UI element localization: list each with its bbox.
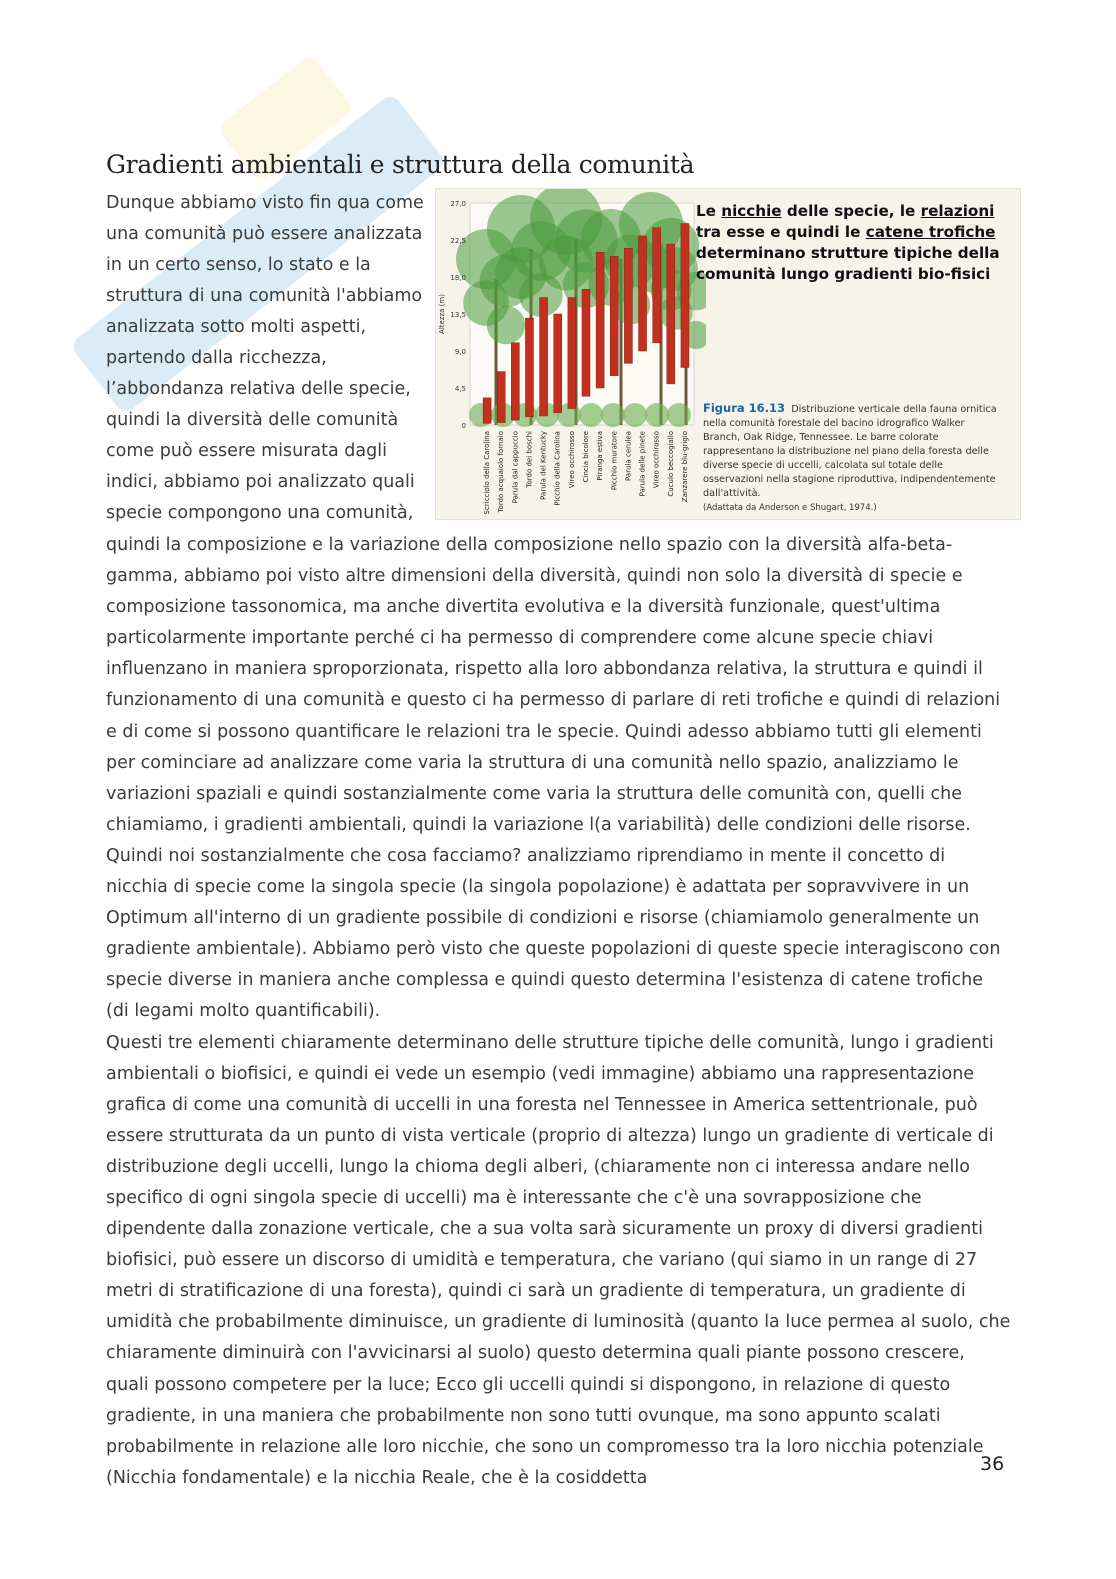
bar-12 xyxy=(639,236,647,351)
x-tick-label: Zanzarere blu-grigio xyxy=(680,431,689,503)
shrub xyxy=(667,403,691,427)
y-tick-label: 4,5 xyxy=(454,385,466,393)
bar-9 xyxy=(596,252,604,388)
intro-line: specie compongono una comunità, xyxy=(106,503,414,523)
figure-number: Figura 16.13 xyxy=(703,401,786,415)
intro-line: l’abbondanza relativa delle specie, xyxy=(106,379,411,399)
paragraph: quindi la composizione e la variazione della composizione nello spazio con la diversità alfa-beta-gamma, abbiamo poi visto altre dimensioni della diversità, quindi non solo la diversità di specie e composizione tassonomica, ma anche divertita evolutiva e la diversità funzionale, quest'ultima particolarmente importante perché ci ha permesso di comprendere come alcune specie chiavi influenzano in maniera sproporzionata, rispetto alla loro abbondanza relativa, la struttura e quindi il funzionamento di una comunità e questo ci ha permesso di parlare di reti trofiche e quindi di relazioni e di come si possono quantificare le relazioni tra le specie. Quindi adesso abbiamo tutti gli elementi per cominciare ad analizzare come varia la struttura di una comunità nello spazio, analizziamo le variazioni spaziali e quindi sostanzialmente come varia la struttura delle comunità con, quelli che chiamiamo, i gradienti ambientali, quindi la variazione l(a variabilità) delle condizioni delle risorse. Quindi noi sostanzialmente che cosa facciamo? analizziamo riprendiamo in mente il concetto di nicchia di specie come la singola specie (la singola popolazione) è adattata per sopravvivere in un Optimum all'interno di un gradiente possibile di condizioni e risorse (chiamiamolo generalmente un gradiente ambientale). Abbiamo però visto che queste popolazioni di queste specie interagiscono con specie diverse in maniera anche complessa e quindi questo determina l'esistenza di catene trofiche (di legami molto quantificabili). xyxy=(106,535,1001,1022)
figure-caption xyxy=(703,401,1003,515)
heading-part: determinano strutture tipiche della comunità lungo gradienti bio-fisici xyxy=(696,244,1000,283)
x-tick-label: Parula cerulea xyxy=(624,431,633,481)
y-tick-label: 13,5 xyxy=(450,311,466,319)
x-tick-label: Picchio della Carolina xyxy=(553,431,562,506)
x-tick-label: Vireo occhirosso xyxy=(652,431,661,489)
figure-16-13 xyxy=(435,188,1021,520)
caption-text: Distribuzione verticale della fauna ornitica nella comunità forestale del bacino idrografico Walker Branch, Oak Ridge, Tennessee. Le barre colorate rappresentano la distribuzione nel piano della foresta delle diverse specie di uccelli, calcolata sul totale delle osservazioni nella stagione riproduttiva, indipendentemente dall'attività. xyxy=(703,404,997,499)
x-tick-label: Picchio muratore xyxy=(610,431,619,491)
bar-10 xyxy=(610,256,618,375)
tree-foliage xyxy=(487,306,525,344)
shrub xyxy=(601,403,625,427)
bird-distribution-chart xyxy=(436,189,706,519)
y-tick-label: 18,0 xyxy=(450,274,466,282)
shrub xyxy=(623,403,647,427)
bar-11 xyxy=(624,248,632,363)
heading-nicchie: nicchie xyxy=(721,202,782,220)
x-tick-label: Tordo dei boschi xyxy=(525,431,534,488)
heading-part: Le xyxy=(696,202,722,220)
x-tick-label: Cuculo beccogiallo xyxy=(666,431,675,497)
y-tick-label: 22,5 xyxy=(450,237,466,245)
body-text xyxy=(106,530,1011,1494)
bar-5 xyxy=(540,298,548,416)
bar-13 xyxy=(653,228,661,343)
bar-1 xyxy=(483,398,491,423)
x-tick-label: Piranga estiva xyxy=(596,431,605,481)
x-tick-label: Tordo acquaiolo fornaio xyxy=(497,431,506,513)
heading-catene-trofiche: catene trofiche xyxy=(865,223,996,241)
intro-line: analizzata sotto molti aspetti, xyxy=(106,317,367,337)
intro-line: in un certo senso, lo stato e la xyxy=(106,255,371,275)
bar-6 xyxy=(554,314,562,413)
x-tick-label: Vireo occhirosso xyxy=(567,431,576,489)
heading-part: delle specie, le xyxy=(781,202,921,220)
x-tick-label: Parula dal cappuccio xyxy=(511,431,520,504)
bar-15 xyxy=(681,224,689,368)
x-tick-label: Parula del Kentucky xyxy=(539,431,548,500)
bar-3 xyxy=(511,343,519,420)
x-tick-label: Scricciolo della Carolina xyxy=(483,431,492,515)
intro-line: come può essere misurata dagli xyxy=(106,441,387,461)
page-number: 36 xyxy=(980,1453,1005,1475)
x-tick-label: Cincia bicolore xyxy=(582,431,590,483)
intro-line: Dunque abbiamo visto fin qua come xyxy=(106,193,424,213)
shrub xyxy=(579,403,603,427)
x-tick-label: Parula delle pinete xyxy=(638,431,647,497)
figure-heading xyxy=(696,201,1014,285)
y-axis-label: Altezza (m) xyxy=(438,294,446,334)
bar-7 xyxy=(568,298,576,409)
page-title: Gradienti ambientali e struttura della comunità xyxy=(106,150,695,179)
bar-8 xyxy=(582,289,590,396)
shrub xyxy=(645,403,669,427)
heading-relazioni: relazioni xyxy=(920,202,995,220)
intro-line: una comunità può essere analizzata xyxy=(106,224,423,244)
paragraph: Questi tre elementi chiaramente determinano delle strutture tipiche delle comunità, lungo i gradienti ambientali o biofisici, e quindi ei vede un esempio (vedi immagine) abbiamo una rappresentazione grafica di come una comunità di uccelli in una foresta nel Tennessee in America settentrionale, può essere strutturata da un punto di vista verticale (proprio di altezza) lungo un gradiente di verticale di distribuzione degli uccelli, lungo la chioma degli alberi, (chiaramente non ci interessa andare nello specifico di ogni singola specie di uccelli) ma è interessante che c'è una sovrapposizione che dipendente dalla zonazione verticale, che a sua volta sarà sicuramente un proxy di diversi gradienti biofisici, può essere un discorso di umidità e temperatura, che variano (qui siamo in un range di 27 metri di stratificazione di una foresta), quindi ci sarà un gradiente di temperatura, un gradiente di umidità che probabilmente diminuisce, un gradiente di luminosità (quanto la luce permea al suolo, che chiaramente diminuirà con l'avvicinarsi al suolo) questo determina quali piante possono crescere, quali possono competere per la luce; Ecco gli uccelli quindi si dispongono, in relazione di questo gradiente, in una maniera che probabilmente non sono tutti ovunque, ma sono appunto scalati probabilmente in relazione alle loro nicchie, che sono un compromesso tra la loro nicchia potenziale (Nicchia fondamentale) e la nicchia Reale, che è la cosiddetta xyxy=(106,1032,1011,1488)
caption-source: (Adattata da Anderson e Shugart, 1974.) xyxy=(703,503,877,513)
y-tick-label: 27,0 xyxy=(450,200,466,208)
intro-line: struttura di una comunità l'abbiamo xyxy=(106,286,423,306)
intro-line: indici, abbiamo poi analizzato quali xyxy=(106,472,415,492)
bar-4 xyxy=(525,318,533,417)
heading-part: tra esse e quindi le xyxy=(696,223,866,241)
intro-line: partendo dalla ricchezza, xyxy=(106,348,327,368)
bar-14 xyxy=(667,244,675,384)
bar-2 xyxy=(497,372,505,423)
intro-line: quindi la diversità delle comunità xyxy=(106,410,399,430)
y-tick-label: 0 xyxy=(461,422,466,430)
y-tick-label: 9,0 xyxy=(454,348,466,356)
